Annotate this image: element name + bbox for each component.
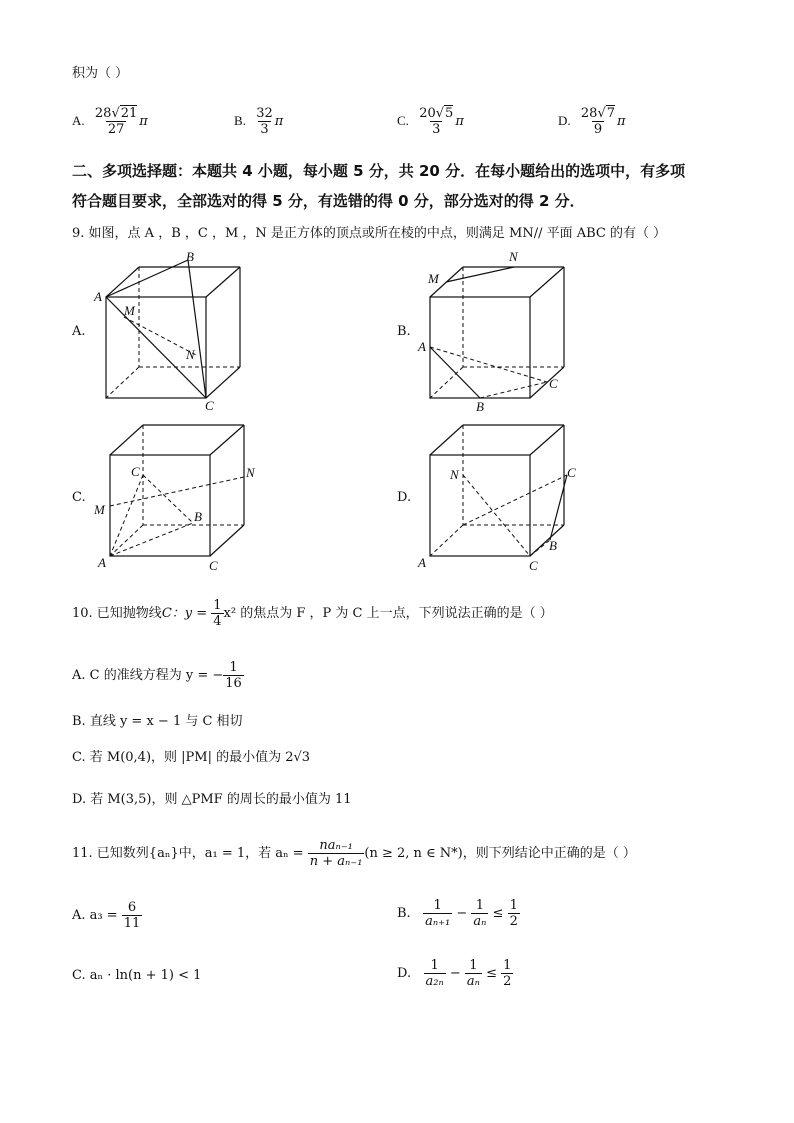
section-heading-line1: 二、多项选择题：本题共 4 小题，每小题 5 分，共 20 分．在每小题给出的选项中，有多项 — [72, 162, 686, 180]
q9-option-d-label: D. — [397, 490, 412, 505]
fraction: $\frac{1}{\text{aₙ₊₁}}$ — [425, 898, 451, 929]
fraction: $\frac{1}{2}$ — [503, 958, 512, 989]
option-label: A. — [72, 113, 85, 128]
q9-stem: 9. 如图，点 A ，B ，C ，M ，N 是正方体的顶点或所在棱的中点，则满足 MN// 平面 ABC 的有（ ） — [72, 226, 667, 241]
section-heading-line2: 符合题目要求，全部选对的得 5 分，有选错的得 0 分，部分选对的得 2 分． — [72, 192, 585, 210]
point-label-c: C — [549, 376, 558, 391]
fraction: $\frac{1}{\text{aₙ}}$ — [466, 958, 480, 989]
q9-option-a-label: A. — [72, 324, 86, 339]
point-label-a: A — [418, 555, 426, 570]
point-label-a: A — [418, 339, 426, 354]
point-label-m: M — [124, 303, 135, 318]
fraction: $\frac{1}{\text{aₙ}}$ — [473, 898, 487, 929]
fraction: $\frac{1}{4}$ — [213, 598, 222, 629]
q10-option-b: B. 直线 y = x − 1 与 C 相切 — [72, 714, 243, 729]
fraction: $\frac{\text{naₙ₋₁}}{\text{n + aₙ₋₁}}$ — [309, 838, 363, 869]
q8-option-d: D. $\frac{28√7}{9}$ π — [558, 106, 626, 137]
fraction: $\frac{32}{3}$ — [256, 106, 273, 137]
point-label-c2: C — [529, 558, 538, 573]
point-label-n: N — [450, 467, 459, 482]
point-label-a: A — [94, 289, 102, 304]
q8-option-b: B. $\frac{32}{3}$ π — [234, 106, 284, 137]
q9-option-b-label: B. — [397, 324, 411, 339]
cube-figure-d — [412, 415, 587, 580]
fraction: $\frac{20√5}{3}$ — [419, 106, 454, 137]
q9-option-c-label: C. — [72, 490, 86, 505]
cube-figure-c — [88, 415, 263, 580]
q11-option-d: D. $\frac{1}{\text{a₂ₙ}}$ − $\frac{1}{\text{aₙ}}$ ≤ $\frac{1}{2}$ — [397, 958, 512, 989]
point-label-n: N — [509, 249, 518, 264]
fraction: $\frac{28√21}{27}$ — [94, 106, 138, 137]
q10-option-a: A. C 的准线方程为 y = − $\frac{1}{16}$ — [72, 660, 242, 691]
fraction: $\frac{1}{\text{a₂ₙ}}$ — [425, 958, 444, 989]
q11-option-b: B. $\frac{1}{\text{aₙ₊₁}}$ − $\frac{1}{\text{aₙ}}$ ≤ $\frac{1}{2}$ — [397, 898, 518, 929]
point-label-c2: C — [209, 558, 218, 573]
q10-option-d: D. 若 M(3,5)，则 △PMF 的周长的最小值为 11 — [72, 792, 352, 807]
point-label-c: C — [567, 465, 576, 480]
q8-option-c: C. $\frac{20√5}{3}$ π — [397, 106, 464, 137]
point-label-m: M — [94, 502, 105, 517]
cube-figure-b — [412, 245, 582, 415]
point-label-b: B — [476, 399, 484, 414]
point-label-b: B — [186, 249, 194, 264]
point-label-m: M — [428, 271, 439, 286]
point-label-b: B — [549, 538, 557, 553]
fraction: $\frac{1}{2}$ — [509, 898, 518, 929]
fraction: $\frac{1}{16}$ — [225, 660, 242, 691]
point-label-b: B — [194, 509, 202, 524]
q10-stem: 10. 已知抛物线C：y = $\frac{1}{4}$ x² 的焦点为 F ，P 为 C 上一点，下列说法正确的是（ ） — [72, 598, 553, 629]
point-label-c: C — [131, 464, 140, 479]
q8-tail: 积为（ ） — [72, 66, 129, 81]
q11-option-a: A. a₃ = $\frac{6}{11}$ — [72, 900, 141, 931]
q11-stem: 11. 已知数列{aₙ}中，a₁ = 1，若 aₙ = $\frac{\text{naₙ₋₁}}{\text{n + aₙ₋₁}}$ (n ≥ 2, n ∈ N*)，则下列结论中正确的是（ ） — [72, 838, 636, 869]
point-label-n: N — [246, 465, 255, 480]
fraction: $\frac{6}{11}$ — [123, 900, 141, 931]
q8-option-a: A. $\frac{28√21}{27}$ π — [72, 106, 148, 137]
q10-option-c: C. 若 M(0,4)，则 |PM| 的最小值为 2√3 — [72, 750, 311, 765]
point-label-n: N — [186, 347, 195, 362]
q11-option-c: C. aₙ · ln(n + 1) < 1 — [72, 968, 202, 983]
point-label-c: C — [205, 398, 214, 413]
cube-figure-a — [88, 245, 258, 415]
fraction: $\frac{28√7}{9}$ — [580, 106, 616, 137]
point-label-a: A — [98, 555, 106, 570]
